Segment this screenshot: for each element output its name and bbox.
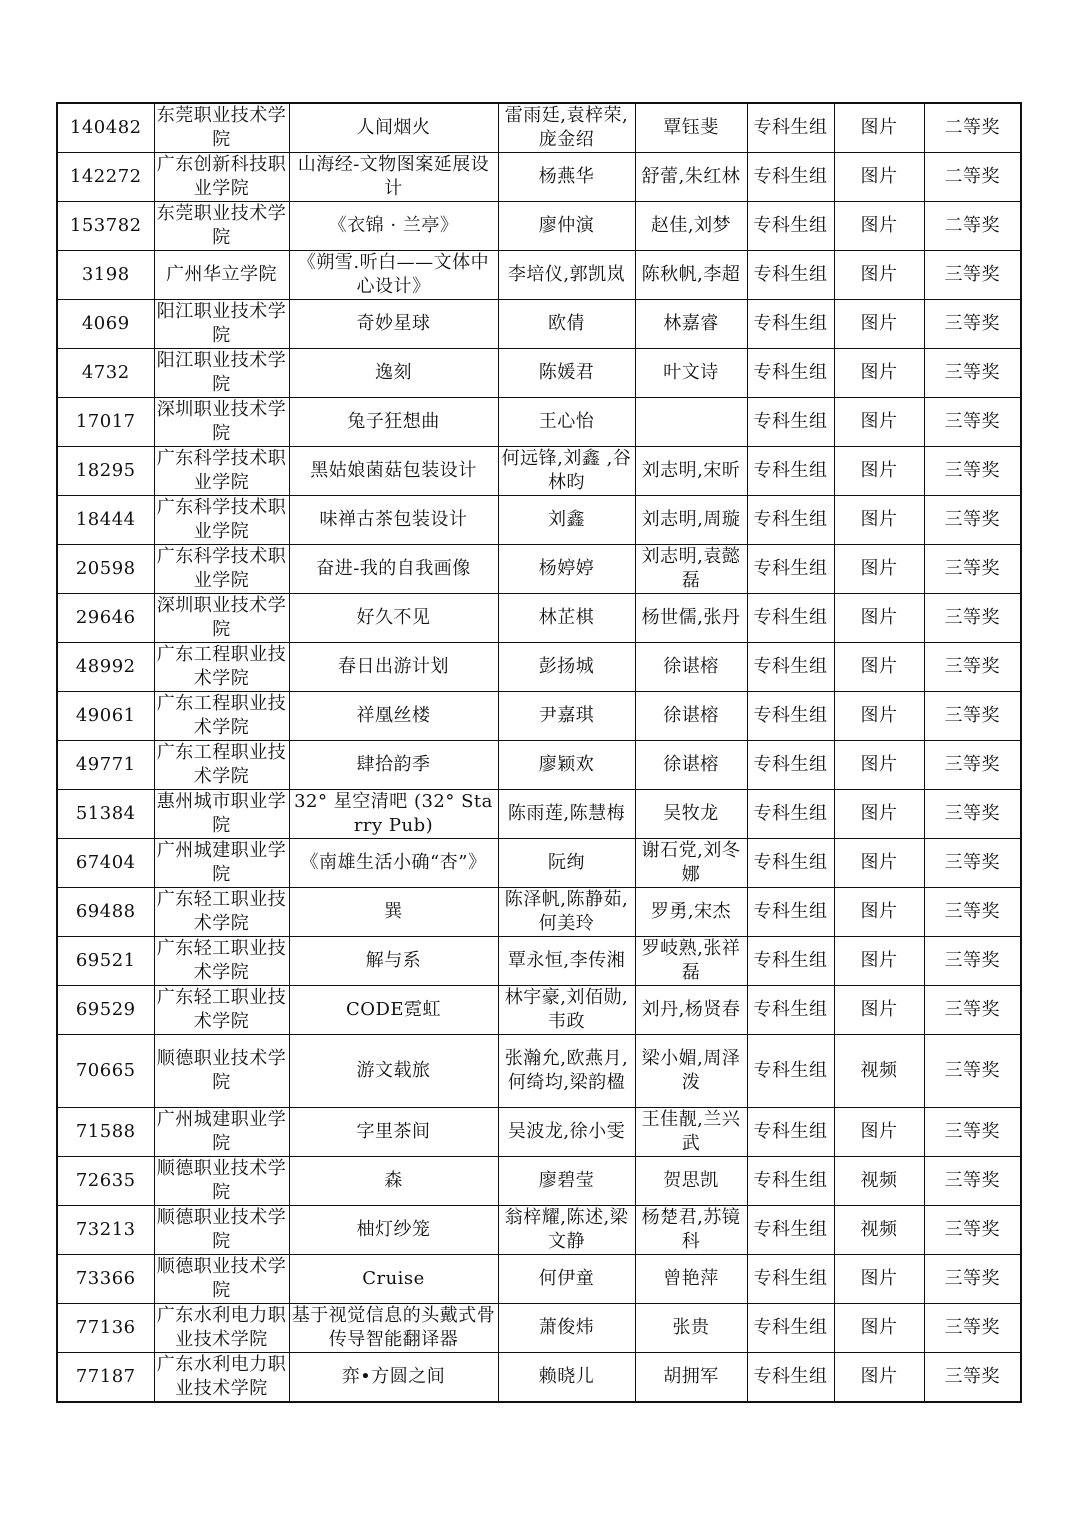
group-cell: 专科生组: [747, 545, 834, 594]
entry-id-cell: 71588: [57, 1108, 154, 1157]
table-row: [57, 300, 1021, 349]
media-type-cell: 视频: [834, 1157, 924, 1206]
entry-id-cell: 48992: [57, 643, 154, 692]
work-title-cell: 味禅古茶包装设计: [289, 496, 498, 545]
tutors-cell: 陈秋帆,李超: [635, 251, 747, 300]
group-cell: 专科生组: [747, 1353, 834, 1403]
group-cell: 专科生组: [747, 251, 834, 300]
school-cell: 广东轻工职业技术学院: [154, 937, 289, 986]
group-cell: 专科生组: [747, 986, 834, 1035]
tutors-cell: 罗勇,宋杰: [635, 888, 747, 937]
authors-cell: 彭扬城: [498, 643, 635, 692]
prize-cell: 三等奖: [924, 1157, 1021, 1206]
tutors-cell: [635, 398, 747, 447]
media-type-cell: 图片: [834, 103, 924, 153]
entry-id-cell: 140482: [57, 103, 154, 153]
group-cell: 专科生组: [747, 398, 834, 447]
media-type-cell: 图片: [834, 349, 924, 398]
group-cell: 专科生组: [747, 888, 834, 937]
authors-cell: 雷雨廷,袁梓荣,庞金绍: [498, 103, 635, 153]
prize-cell: 三等奖: [924, 937, 1021, 986]
table-row: [57, 1304, 1021, 1353]
work-title-cell: 奋进-我的自我画像: [289, 545, 498, 594]
table-row: [57, 1157, 1021, 1206]
tutors-cell: 吴牧龙: [635, 790, 747, 839]
group-cell: 专科生组: [747, 202, 834, 251]
table-row: [57, 545, 1021, 594]
prize-cell: 三等奖: [924, 692, 1021, 741]
prize-cell: 三等奖: [924, 349, 1021, 398]
entry-id-cell: 77136: [57, 1304, 154, 1353]
work-title-cell: CODE霓虹: [289, 986, 498, 1035]
group-cell: 专科生组: [747, 496, 834, 545]
school-cell: 广东轻工职业技术学院: [154, 986, 289, 1035]
authors-cell: 覃永恒,李传湘: [498, 937, 635, 986]
media-type-cell: 图片: [834, 594, 924, 643]
school-cell: 广东水利电力职业技术学院: [154, 1304, 289, 1353]
school-cell: 广东科学技术职业学院: [154, 496, 289, 545]
group-cell: 专科生组: [747, 103, 834, 153]
media-type-cell: 图片: [834, 1255, 924, 1304]
tutors-cell: 谢石党,刘冬娜: [635, 839, 747, 888]
work-title-cell: 柚灯纱笼: [289, 1206, 498, 1255]
prize-cell: 三等奖: [924, 839, 1021, 888]
table-row: [57, 202, 1021, 251]
school-cell: 广东科学技术职业学院: [154, 545, 289, 594]
group-cell: 专科生组: [747, 839, 834, 888]
table-row: [57, 790, 1021, 839]
media-type-cell: 图片: [834, 1304, 924, 1353]
work-title-cell: 《朔雪.听白——文体中心设计》: [289, 251, 498, 300]
group-cell: 专科生组: [747, 692, 834, 741]
entry-id-cell: 18295: [57, 447, 154, 496]
prize-cell: 二等奖: [924, 202, 1021, 251]
group-cell: 专科生组: [747, 1206, 834, 1255]
entry-id-cell: 69488: [57, 888, 154, 937]
awards-table: [56, 102, 1022, 1403]
school-cell: 广东工程职业技术学院: [154, 692, 289, 741]
tutors-cell: 刘志明,周璇: [635, 496, 747, 545]
media-type-cell: 图片: [834, 447, 924, 496]
table-row: [57, 1206, 1021, 1255]
media-type-cell: 图片: [834, 545, 924, 594]
school-cell: 广东创新科技职业学院: [154, 153, 289, 202]
prize-cell: 三等奖: [924, 986, 1021, 1035]
entry-id-cell: 3198: [57, 251, 154, 300]
authors-cell: 廖颖欢: [498, 741, 635, 790]
entry-id-cell: 49061: [57, 692, 154, 741]
school-cell: 顺德职业技术学院: [154, 1255, 289, 1304]
table-row: [57, 888, 1021, 937]
entry-id-cell: 69521: [57, 937, 154, 986]
tutors-cell: 刘丹,杨贤春: [635, 986, 747, 1035]
prize-cell: 三等奖: [924, 790, 1021, 839]
table-row: [57, 153, 1021, 202]
group-cell: 专科生组: [747, 1108, 834, 1157]
tutors-cell: 覃钰斐: [635, 103, 747, 153]
media-type-cell: 图片: [834, 496, 924, 545]
tutors-cell: 梁小媚,周泽泼: [635, 1035, 747, 1108]
prize-cell: 三等奖: [924, 1353, 1021, 1403]
entry-id-cell: 29646: [57, 594, 154, 643]
authors-cell: 陈媛君: [498, 349, 635, 398]
prize-cell: 三等奖: [924, 741, 1021, 790]
media-type-cell: 图片: [834, 643, 924, 692]
authors-cell: 张瀚允,欧燕月,何绮均,梁韵楹: [498, 1035, 635, 1108]
authors-cell: 陈泽帆,陈静茹,何美玲: [498, 888, 635, 937]
tutors-cell: 杨楚君,苏镜科: [635, 1206, 747, 1255]
tutors-cell: 曾艳萍: [635, 1255, 747, 1304]
entry-id-cell: 69529: [57, 986, 154, 1035]
table-row: [57, 447, 1021, 496]
work-title-cell: 字里茶间: [289, 1108, 498, 1157]
school-cell: 广东水利电力职业技术学院: [154, 1353, 289, 1403]
group-cell: 专科生组: [747, 300, 834, 349]
tutors-cell: 刘志明,袁懿磊: [635, 545, 747, 594]
authors-cell: 林宇豪,刘佰勋,韦政: [498, 986, 635, 1035]
school-cell: 深圳职业技术学院: [154, 594, 289, 643]
authors-cell: 杨婷婷: [498, 545, 635, 594]
media-type-cell: 图片: [834, 1108, 924, 1157]
authors-cell: 王心怡: [498, 398, 635, 447]
entry-id-cell: 67404: [57, 839, 154, 888]
table-row: [57, 594, 1021, 643]
table-row: [57, 741, 1021, 790]
prize-cell: 三等奖: [924, 1035, 1021, 1108]
work-title-cell: 解与系: [289, 937, 498, 986]
group-cell: 专科生组: [747, 349, 834, 398]
table-row: [57, 398, 1021, 447]
table-row: [57, 692, 1021, 741]
prize-cell: 二等奖: [924, 153, 1021, 202]
school-cell: 广东工程职业技术学院: [154, 643, 289, 692]
group-cell: 专科生组: [747, 1255, 834, 1304]
work-title-cell: 《衣锦 · 兰亭》: [289, 202, 498, 251]
school-cell: 广东轻工职业技术学院: [154, 888, 289, 937]
entry-id-cell: 17017: [57, 398, 154, 447]
tutors-cell: 贺思凯: [635, 1157, 747, 1206]
work-title-cell: 黑姑娘菌菇包装设计: [289, 447, 498, 496]
group-cell: 专科生组: [747, 937, 834, 986]
table-body: [57, 103, 1021, 1402]
school-cell: 广州华立学院: [154, 251, 289, 300]
entry-id-cell: 73213: [57, 1206, 154, 1255]
work-title-cell: 奇妙星球: [289, 300, 498, 349]
authors-cell: 杨燕华: [498, 153, 635, 202]
prize-cell: 三等奖: [924, 447, 1021, 496]
entry-id-cell: 73366: [57, 1255, 154, 1304]
school-cell: 广州城建职业学院: [154, 1108, 289, 1157]
prize-cell: 二等奖: [924, 103, 1021, 153]
work-title-cell: 人间烟火: [289, 103, 498, 153]
authors-cell: 何伊童: [498, 1255, 635, 1304]
entry-id-cell: 70665: [57, 1035, 154, 1108]
tutors-cell: 赵佳,刘梦: [635, 202, 747, 251]
table-row: [57, 1108, 1021, 1157]
prize-cell: 三等奖: [924, 1206, 1021, 1255]
entry-id-cell: 51384: [57, 790, 154, 839]
tutors-cell: 舒蕾,朱红林: [635, 153, 747, 202]
table-row: [57, 496, 1021, 545]
media-type-cell: 图片: [834, 1353, 924, 1403]
media-type-cell: 图片: [834, 251, 924, 300]
authors-cell: 何远锋,刘鑫 ,谷林昀: [498, 447, 635, 496]
work-title-cell: 肆拾韵季: [289, 741, 498, 790]
group-cell: 专科生组: [747, 741, 834, 790]
entry-id-cell: 18444: [57, 496, 154, 545]
work-title-cell: 巽: [289, 888, 498, 937]
school-cell: 深圳职业技术学院: [154, 398, 289, 447]
prize-cell: 三等奖: [924, 251, 1021, 300]
tutors-cell: 徐谌榕: [635, 643, 747, 692]
authors-cell: 欧倩: [498, 300, 635, 349]
table-row: [57, 1255, 1021, 1304]
work-title-cell: 基于视觉信息的头戴式骨传导智能翻译器: [289, 1304, 498, 1353]
prize-cell: 三等奖: [924, 594, 1021, 643]
table-row: [57, 251, 1021, 300]
prize-cell: 三等奖: [924, 888, 1021, 937]
entry-id-cell: 142272: [57, 153, 154, 202]
media-type-cell: 图片: [834, 153, 924, 202]
media-type-cell: 图片: [834, 300, 924, 349]
authors-cell: 阮绚: [498, 839, 635, 888]
authors-cell: 尹嘉琪: [498, 692, 635, 741]
school-cell: 惠州城市职业学院: [154, 790, 289, 839]
media-type-cell: 图片: [834, 741, 924, 790]
authors-cell: 陈雨莲,陈慧梅: [498, 790, 635, 839]
school-cell: 广东科学技术职业学院: [154, 447, 289, 496]
work-title-cell: 32° 星空清吧 (32° Starry Pub): [289, 790, 498, 839]
school-cell: 顺德职业技术学院: [154, 1035, 289, 1108]
school-cell: 广州城建职业学院: [154, 839, 289, 888]
tutors-cell: 徐谌榕: [635, 741, 747, 790]
school-cell: 东莞职业技术学院: [154, 103, 289, 153]
table-row: [57, 937, 1021, 986]
entry-id-cell: 72635: [57, 1157, 154, 1206]
authors-cell: 刘鑫: [498, 496, 635, 545]
media-type-cell: 图片: [834, 937, 924, 986]
tutors-cell: 罗岐熟,张祥磊: [635, 937, 747, 986]
table-row: [57, 1035, 1021, 1108]
authors-cell: 林芷棋: [498, 594, 635, 643]
media-type-cell: 图片: [834, 202, 924, 251]
authors-cell: 翁梓耀,陈述,梁文静: [498, 1206, 635, 1255]
media-type-cell: 图片: [834, 692, 924, 741]
entry-id-cell: 49771: [57, 741, 154, 790]
work-title-cell: 逸刻: [289, 349, 498, 398]
work-title-cell: 森: [289, 1157, 498, 1206]
work-title-cell: Cruise: [289, 1255, 498, 1304]
tutors-cell: 张贵: [635, 1304, 747, 1353]
entry-id-cell: 20598: [57, 545, 154, 594]
entry-id-cell: 4069: [57, 300, 154, 349]
table-row: [57, 839, 1021, 888]
group-cell: 专科生组: [747, 1035, 834, 1108]
table-row: [57, 103, 1021, 153]
group-cell: 专科生组: [747, 790, 834, 839]
media-type-cell: 图片: [834, 986, 924, 1035]
prize-cell: 三等奖: [924, 1255, 1021, 1304]
table-row: [57, 643, 1021, 692]
work-title-cell: 春日出游计划: [289, 643, 498, 692]
media-type-cell: 图片: [834, 839, 924, 888]
media-type-cell: 图片: [834, 888, 924, 937]
work-title-cell: 弈•方圆之间: [289, 1353, 498, 1403]
authors-cell: 廖仲演: [498, 202, 635, 251]
tutors-cell: 徐谌榕: [635, 692, 747, 741]
prize-cell: 三等奖: [924, 545, 1021, 594]
table-row: [57, 986, 1021, 1035]
group-cell: 专科生组: [747, 447, 834, 496]
media-type-cell: 图片: [834, 790, 924, 839]
entry-id-cell: 77187: [57, 1353, 154, 1403]
work-title-cell: 游文载旅: [289, 1035, 498, 1108]
school-cell: 东莞职业技术学院: [154, 202, 289, 251]
school-cell: 广东工程职业技术学院: [154, 741, 289, 790]
prize-cell: 三等奖: [924, 300, 1021, 349]
prize-cell: 三等奖: [924, 1108, 1021, 1157]
group-cell: 专科生组: [747, 594, 834, 643]
media-type-cell: 图片: [834, 398, 924, 447]
school-cell: 顺德职业技术学院: [154, 1206, 289, 1255]
authors-cell: 吴波龙,徐小雯: [498, 1108, 635, 1157]
authors-cell: 萧俊炜: [498, 1304, 635, 1353]
work-title-cell: 山海经-文物图案延展设计: [289, 153, 498, 202]
work-title-cell: 祥凰丝楼: [289, 692, 498, 741]
tutors-cell: 刘志明,宋昕: [635, 447, 747, 496]
tutors-cell: 林嘉睿: [635, 300, 747, 349]
group-cell: 专科生组: [747, 153, 834, 202]
work-title-cell: 好久不见: [289, 594, 498, 643]
media-type-cell: 视频: [834, 1206, 924, 1255]
tutors-cell: 杨世儒,张丹: [635, 594, 747, 643]
tutors-cell: 胡拥军: [635, 1353, 747, 1403]
authors-cell: 李培仪,郭凯岚: [498, 251, 635, 300]
tutors-cell: 王佳靓,兰兴武: [635, 1108, 747, 1157]
authors-cell: 赖晓儿: [498, 1353, 635, 1403]
school-cell: 阳江职业技术学院: [154, 300, 289, 349]
prize-cell: 三等奖: [924, 643, 1021, 692]
work-title-cell: 兔子狂想曲: [289, 398, 498, 447]
table-row: [57, 349, 1021, 398]
media-type-cell: 视频: [834, 1035, 924, 1108]
entry-id-cell: 4732: [57, 349, 154, 398]
authors-cell: 廖碧莹: [498, 1157, 635, 1206]
work-title-cell: 《南雄生活小确“杏”》: [289, 839, 498, 888]
prize-cell: 三等奖: [924, 496, 1021, 545]
school-cell: 顺德职业技术学院: [154, 1157, 289, 1206]
entry-id-cell: 153782: [57, 202, 154, 251]
prize-cell: 三等奖: [924, 1304, 1021, 1353]
tutors-cell: 叶文诗: [635, 349, 747, 398]
group-cell: 专科生组: [747, 1304, 834, 1353]
group-cell: 专科生组: [747, 1157, 834, 1206]
table-row: [57, 1353, 1021, 1403]
school-cell: 阳江职业技术学院: [154, 349, 289, 398]
group-cell: 专科生组: [747, 643, 834, 692]
prize-cell: 三等奖: [924, 398, 1021, 447]
